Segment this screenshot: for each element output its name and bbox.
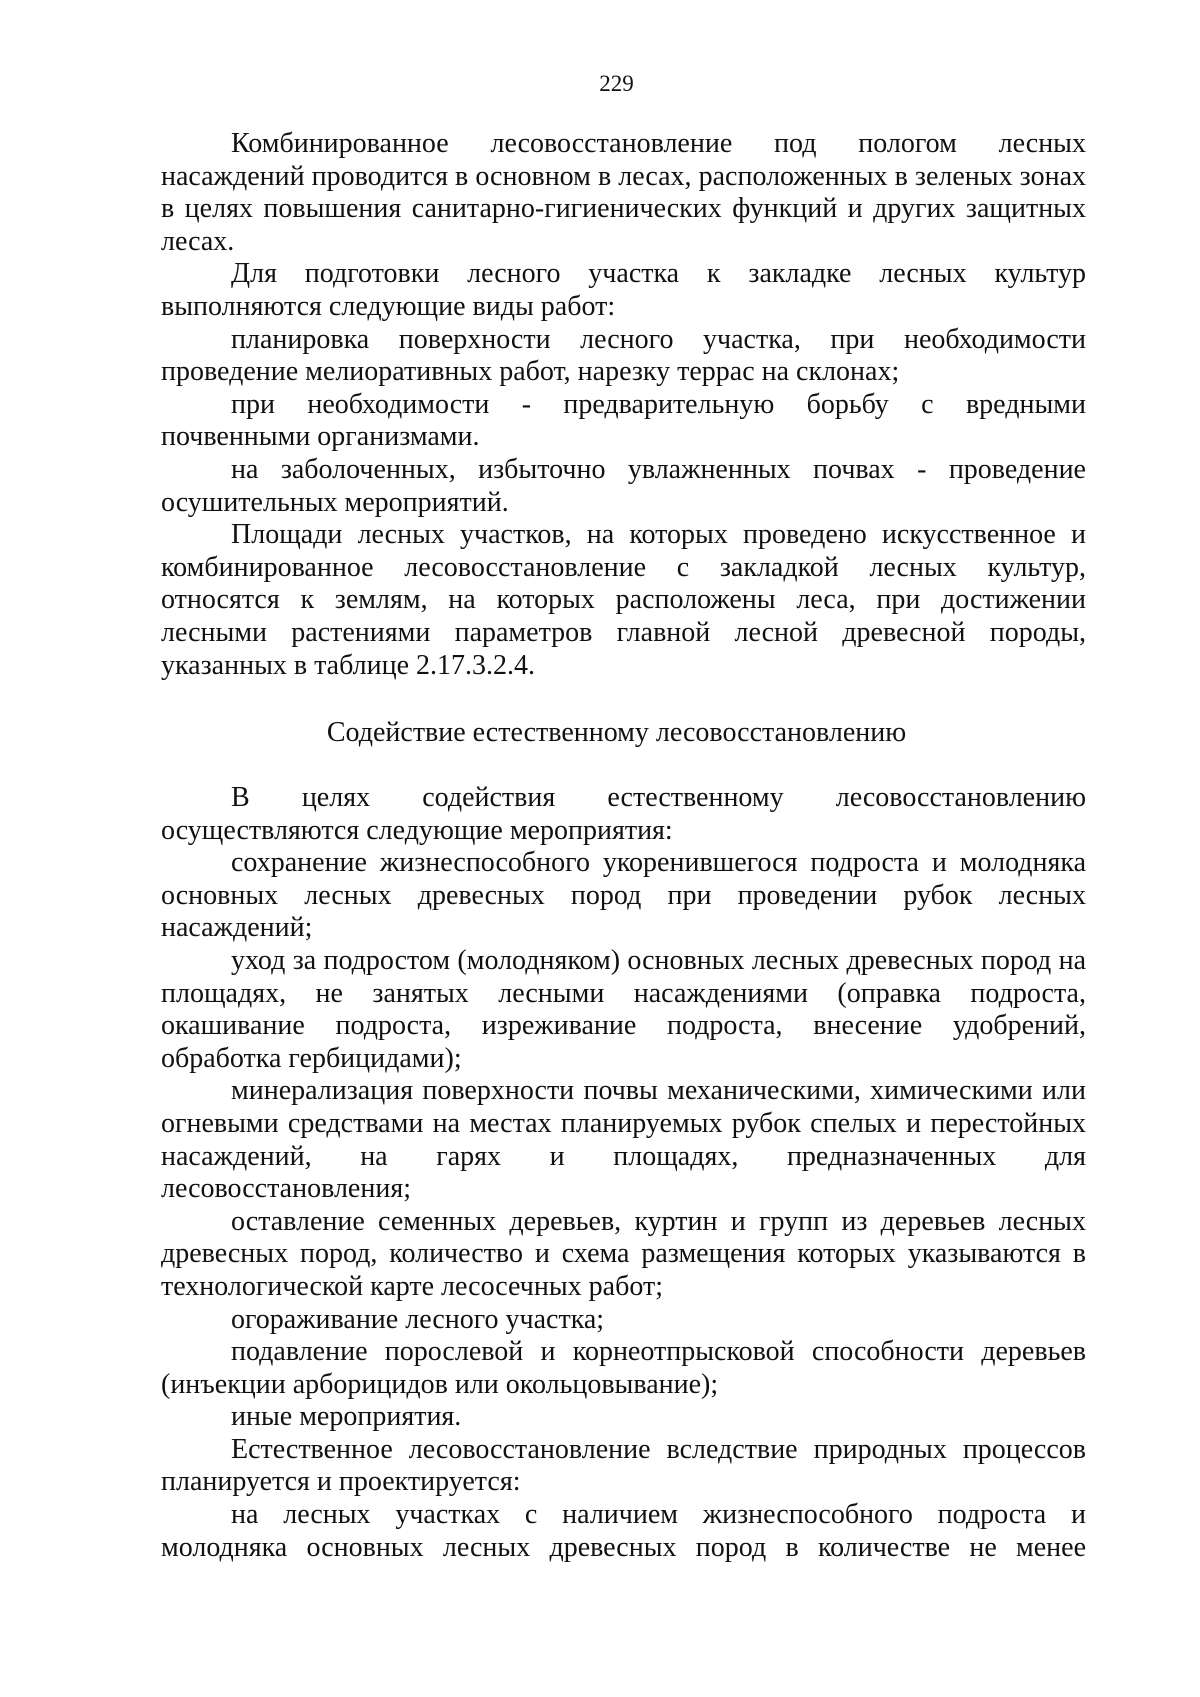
section-heading: Содействие естественному лесовосстановлению — [326, 717, 907, 748]
list-item: на лесных участках с наличием жизнеспособного подроста и молодняка основных лесных древесных пород в количестве не менее — [161, 1499, 1086, 1563]
list-item: планировка поверхности лесного участка, при необходимости проведение мелиоративных работ, нарезку террас на склонах; — [161, 323, 1086, 388]
list-item: при необходимости - предварительную борьбу с вредными почвенными организмами. — [161, 388, 1086, 453]
paragraph: Площади лесных участков, на которых проведено искусственное и комбинированное лесовосстановление с закладкой лесных культур, относятся к землям, на которых расположены леса, при достижении лесными растениями параметров главной лесной древесной породы, указанных в таблице 2.17.3.2.4. — [161, 519, 1086, 681]
section-natural-reforestation-assistance — [161, 782, 1086, 1564]
list-item: иные мероприятия. — [231, 1401, 462, 1433]
list-item: подавление порослевой и корнеотпрысковой способности деревьев (инъекции арборицидов или окольцовывание); — [161, 1336, 1086, 1400]
list-item: на заболоченных, избыточно увлажненных почвах - проведение осушительных мероприятий. — [161, 453, 1086, 518]
list-item: уход за подростом (молодняком) основных лесных древесных пород на площадях, не занятых лесными насаждениями (оправка подроста, окашивание подроста, изреживание подроста, внесение удобрений, обработка гербицидами); — [161, 944, 1086, 1074]
paragraph: Для подготовки лесного участка к закладке лесных культур выполняются следующие виды работ: — [161, 258, 1086, 322]
list-item: оставление семенных деревьев, куртин и групп из деревьев лесных древесных пород, количество и схема размещения которых указываются в технологической карте лесосечных работ; — [161, 1205, 1086, 1302]
paragraph: Естественное лесовосстановление вследствие природных процессов планируется и проектируется: — [161, 1433, 1086, 1498]
list-item: сохранение жизнеспособного укоренившегося подроста и молодняка основных лесных древесных пород при проведении рубок лесных насаждений; — [161, 847, 1086, 944]
list-item: огораживание лесного участка; — [231, 1303, 605, 1335]
paragraph: В целях содействия естественному лесовосстановлению осуществляются следующие мероприятия: — [161, 782, 1086, 846]
section-combined-reforestation — [161, 128, 1086, 682]
list-item: минерализация поверхности почвы механическими, химическими или огневыми средствами на местах планируемых рубок спелых и перестойных насаждений, на гарях и площадях, предназначенных для лесовосстановления; — [161, 1075, 1086, 1205]
paragraph: Комбинированное лесовосстановление под пологом лесных насаждений проводится в основном в лесах, расположенных в зеленых зонах в целях повышения санитарно-гигиенических функций и других защитных лесах. — [161, 128, 1086, 257]
page-number: 229 — [599, 71, 634, 96]
